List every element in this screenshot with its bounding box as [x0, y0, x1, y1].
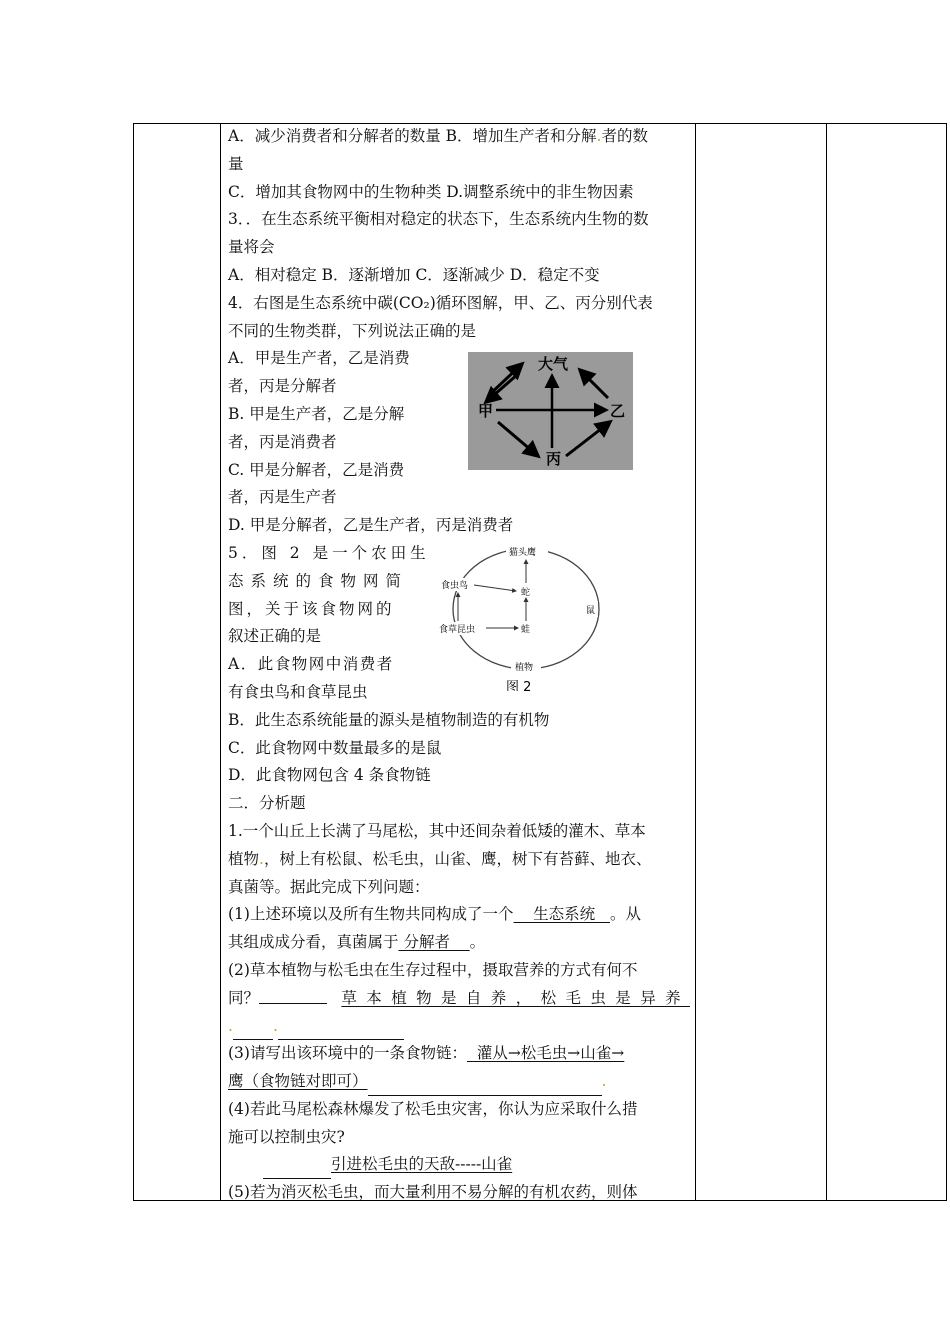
text-line: C．此食物网中数量最多的是鼠 — [228, 738, 442, 757]
text-line: 有食虫鸟和食草昆虫 — [228, 682, 368, 701]
text-line: (3)请写出该环境中的一条食物链： 灌从→松毛虫→山雀→ — [228, 1044, 625, 1063]
answer-blank — [263, 1160, 331, 1179]
node-yi: 乙 — [610, 402, 626, 420]
section-heading: 二．分析题 — [228, 794, 306, 813]
text-line: (2)草本植物与松毛虫在生存过程中，摄取营养的方式有何不 — [228, 960, 638, 979]
text-line: 1.一个山丘上长满了马尾松，其中还间杂着低矮的灌木、草本 — [228, 821, 646, 840]
text-line: A．此食物网中消费者 — [228, 655, 394, 674]
text-line: C. 甲是分解者，乙是消费 — [228, 460, 405, 479]
answer-blank: 鹰（食物链对即可） — [228, 1072, 368, 1091]
node-snake: 蛇 — [521, 588, 531, 598]
text-line: 真菌等。据此完成下列问题： — [228, 877, 430, 896]
text-line: 施可以控制虫灾? — [228, 1127, 345, 1146]
text-line: 不同的生物类群，下列说法正确的是 — [228, 321, 477, 340]
node-insect-bird: 食虫鸟 — [441, 581, 469, 591]
node-jia: 甲 — [478, 402, 494, 420]
answer-blank — [233, 1021, 273, 1040]
text-line: 态系统的食物网简 — [228, 571, 409, 590]
text-line: 3．．在生态系统平衡相对稳定的状态下，生态系统内生物的数 — [228, 210, 649, 229]
text-line: 鹰（食物链对即可） . — [228, 1068, 690, 1096]
text-line: C．增加其食物网中的生物种类 D.调整系统中的非生物因素 — [228, 182, 634, 201]
answer-blank: 生态系统 — [513, 905, 610, 924]
node-owl: 猫头鹰 — [509, 548, 537, 558]
text-line: A．减少消费者和分解者的数量 B．增加生产者和分解.者的数 — [228, 127, 648, 145]
text-line: B．此生态系统能量的源头是植物制造的有机物 — [228, 710, 550, 729]
text-line: D．此食物网包含 4 条食物链 — [228, 766, 431, 785]
text-line: A．相对稳定 B．逐渐增加 C．逐渐减少 D．稳定不变 — [228, 265, 600, 284]
node-plant: 植物 — [515, 663, 534, 673]
answer-blank: 分解者 — [398, 933, 470, 952]
answer-blank: 草本植物是自养，松毛虫是异养 — [341, 988, 690, 1007]
answer-blank — [368, 1077, 602, 1096]
text-line: 者，丙是生产者 — [228, 488, 337, 507]
figure-caption: 图 2 — [506, 680, 532, 691]
answer-blank — [278, 1021, 404, 1040]
text-line: 者，丙是消费者 — [228, 432, 337, 451]
text-line: 叙述正确的是 — [228, 627, 322, 646]
text-line: 5．图 2 是一个农田生 — [228, 543, 430, 562]
answer-blank: 引进松毛虫的天敌-----山雀 — [331, 1155, 513, 1174]
text-line: (4)若此马尾松森林爆发了松毛虫灾害，你认为应采取什么措 — [228, 1099, 638, 1118]
node-frog: 蛙 — [521, 625, 531, 635]
text-line: A．甲是生产者，乙是消费 — [228, 349, 410, 368]
text-line: 同？ 草本植物是自养，松毛虫是异养 — [228, 985, 690, 1013]
text-line: 量 — [228, 154, 244, 173]
text-line: 者，丙是分解者 — [228, 377, 337, 396]
node-mouse: 鼠 — [586, 606, 596, 616]
text-line: 植物.，树上有松鼠、松毛虫，山雀、鹰，树下有苔藓、地衣、 — [228, 849, 652, 868]
node-herbivore-insect: 食草昆虫 — [439, 625, 476, 635]
text-line: . . — [228, 1013, 690, 1041]
node-bing: 丙 — [546, 450, 562, 468]
answer-blank: 灌从→松毛虫→山雀→ — [466, 1044, 625, 1063]
column-divider — [826, 124, 827, 1200]
text-line: 4．右图是生态系统中碳(CO₂)循环图解，甲、乙、丙分别代表 — [228, 293, 653, 312]
text-line: 图，关于该食物网的 — [228, 599, 395, 618]
answer-blank — [259, 985, 327, 1004]
text-line: D. 甲是分解者，乙是生产者，丙是消费者 — [228, 516, 514, 535]
text-line — [228, 1151, 690, 1179]
text-line: B. 甲是生产者，乙是分解 — [228, 404, 405, 423]
node-atmosphere: 大气 — [538, 355, 569, 373]
text-line: (5)若为消灭松毛虫，而大量利用不易分解的有机农药，则体 — [228, 1183, 638, 1202]
carbon-cycle-figure — [468, 352, 633, 470]
column-divider — [695, 124, 696, 1200]
text-line: 其组成成分看，真菌属于 分解者 。 — [228, 933, 486, 952]
food-web-figure — [436, 543, 602, 691]
column-divider — [220, 124, 221, 1200]
text-line: (1)上述环境以及所有生物共同构成了一个 生态系统 。从 — [228, 905, 641, 924]
text-line: 量将会 — [228, 238, 275, 257]
